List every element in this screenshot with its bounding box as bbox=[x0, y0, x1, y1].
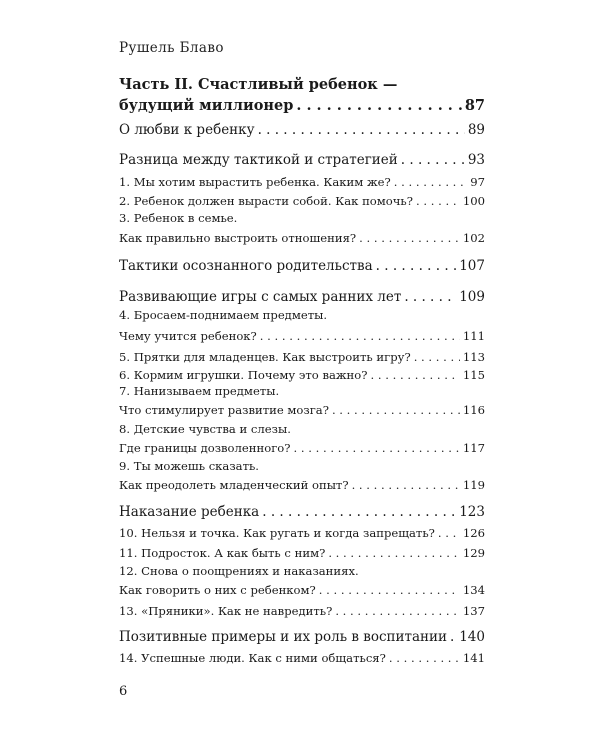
leader-dots bbox=[335, 604, 460, 618]
page-number: 89 bbox=[467, 122, 485, 138]
page-number: 115 bbox=[462, 368, 485, 382]
entry-title: Тактики осознанного родительства bbox=[119, 258, 373, 274]
page-number: 117 bbox=[462, 441, 485, 455]
entry-title: 11. Подросток. А как быть с ним? bbox=[119, 546, 326, 560]
part-heading-line2: будущий миллионер bbox=[119, 97, 294, 114]
entry-title: Развивающие игры с самых ранних лет bbox=[119, 289, 402, 305]
page-number: 129 bbox=[462, 546, 485, 560]
page-number: 107 bbox=[459, 258, 485, 274]
page-number: 116 bbox=[462, 403, 485, 417]
toc-entry bbox=[119, 647, 485, 665]
page-number: 141 bbox=[462, 651, 485, 665]
toc-entry-section bbox=[119, 120, 485, 138]
entry-title: Чему учится ребенок? bbox=[119, 329, 257, 343]
entry-title-line1: 9. Ты можешь сказать. bbox=[119, 459, 259, 473]
page-number: 93 bbox=[467, 152, 485, 168]
page-number: 102 bbox=[462, 231, 485, 245]
entry-title: 10. Нельзя и точка. Как ругать и когда запрещать? bbox=[119, 526, 435, 540]
toc-entry bbox=[119, 437, 485, 455]
leader-dots bbox=[416, 194, 460, 208]
entry-title: 14. Успешные люди. Как с ними общаться? bbox=[119, 651, 386, 665]
page-number: 137 bbox=[462, 604, 485, 618]
toc-entry bbox=[119, 522, 485, 540]
leader-dots bbox=[376, 258, 457, 274]
toc-entry-section bbox=[119, 627, 485, 645]
toc-entry bbox=[119, 399, 485, 417]
toc-entry bbox=[119, 474, 485, 492]
running-header-author: Рушель Блаво bbox=[119, 40, 224, 56]
leader-dots bbox=[319, 583, 460, 597]
leader-dots bbox=[293, 441, 459, 455]
leader-dots bbox=[328, 546, 460, 560]
entry-title: Как преодолеть младенческий опыт? bbox=[119, 478, 349, 492]
part-heading-line1: Часть II. Счастливый ребенок — bbox=[119, 76, 398, 93]
page-number: 111 bbox=[462, 329, 485, 343]
page-number: 119 bbox=[462, 478, 485, 492]
entry-title: О любви к ребенку bbox=[119, 122, 255, 138]
leader-dots bbox=[401, 152, 465, 168]
leader-dots bbox=[332, 403, 460, 417]
page-number: 100 bbox=[462, 194, 485, 208]
leader-dots bbox=[359, 231, 460, 245]
entry-title: Как говорить о них с ребенком? bbox=[119, 583, 316, 597]
entry-title: 1. Мы хотим вырастить ребенка. Каким же? bbox=[119, 175, 391, 189]
toc-entry bbox=[119, 579, 485, 597]
entry-title: 13. «Пряники». Как не навредить? bbox=[119, 604, 333, 618]
page-number: 109 bbox=[459, 289, 485, 305]
toc-entry-section bbox=[119, 256, 485, 274]
entry-title: Позитивные примеры и их роль в воспитании bbox=[119, 629, 448, 645]
page-number: 140 bbox=[459, 629, 485, 645]
entry-title: 2. Ребенок должен вырасти собой. Как помочь? bbox=[119, 194, 413, 208]
leader-dots bbox=[352, 478, 460, 492]
entry-title: Разница между тактикой и стратегией bbox=[119, 152, 398, 168]
toc-entry-section bbox=[119, 150, 485, 168]
entry-title-line1: 7. Нанизываем предметы. bbox=[119, 384, 280, 398]
leader-dots bbox=[258, 122, 465, 138]
entry-title-line1: 4. Бросаем-поднимаем предметы. bbox=[119, 308, 328, 322]
leader-dots bbox=[296, 97, 461, 114]
page-number: 123 bbox=[459, 504, 485, 520]
page-number: 113 bbox=[462, 350, 485, 364]
toc-entry bbox=[119, 227, 485, 245]
toc-entry bbox=[119, 325, 485, 343]
toc-entry bbox=[119, 171, 485, 189]
entry-title-line1: 12. Снова о поощрениях и наказаниях. bbox=[119, 564, 359, 578]
toc-entry-section bbox=[119, 287, 485, 305]
toc-entry-part bbox=[119, 96, 485, 114]
entry-title: Что стимулирует развитие мозга? bbox=[119, 403, 329, 417]
leader-dots bbox=[262, 504, 456, 520]
toc-entry bbox=[119, 600, 485, 618]
entry-title: Наказание ребенка bbox=[119, 504, 260, 520]
toc-entry-section bbox=[119, 502, 485, 520]
toc-entry bbox=[119, 346, 485, 364]
toc-entry bbox=[119, 542, 485, 560]
page-number: 97 bbox=[470, 175, 485, 189]
leader-dots bbox=[394, 175, 468, 189]
entry-title-line1: 3. Ребенок в семье. bbox=[119, 211, 238, 225]
entry-title: Где границы дозволенного? bbox=[119, 441, 291, 455]
leader-dots bbox=[260, 329, 460, 343]
entry-title: 6. Кормим игрушки. Почему это важно? bbox=[119, 368, 368, 382]
leader-dots bbox=[438, 526, 460, 540]
page-number: 134 bbox=[462, 583, 485, 597]
entry-title: 5. Прятки для младенцев. Как выстроить игру? bbox=[119, 350, 411, 364]
entry-title: Как правильно выстроить отношения? bbox=[119, 231, 357, 245]
leader-dots bbox=[450, 629, 456, 645]
folio-page-number: 6 bbox=[119, 684, 128, 699]
page-number: 126 bbox=[462, 526, 485, 540]
leader-dots bbox=[404, 289, 456, 305]
entry-title-line1: 8. Детские чувства и слезы. bbox=[119, 422, 291, 436]
page-number: 87 bbox=[464, 97, 485, 114]
leader-dots bbox=[414, 350, 460, 364]
leader-dots bbox=[370, 368, 459, 382]
toc-entry bbox=[119, 364, 485, 382]
leader-dots bbox=[389, 651, 460, 665]
toc-entry bbox=[119, 190, 485, 208]
